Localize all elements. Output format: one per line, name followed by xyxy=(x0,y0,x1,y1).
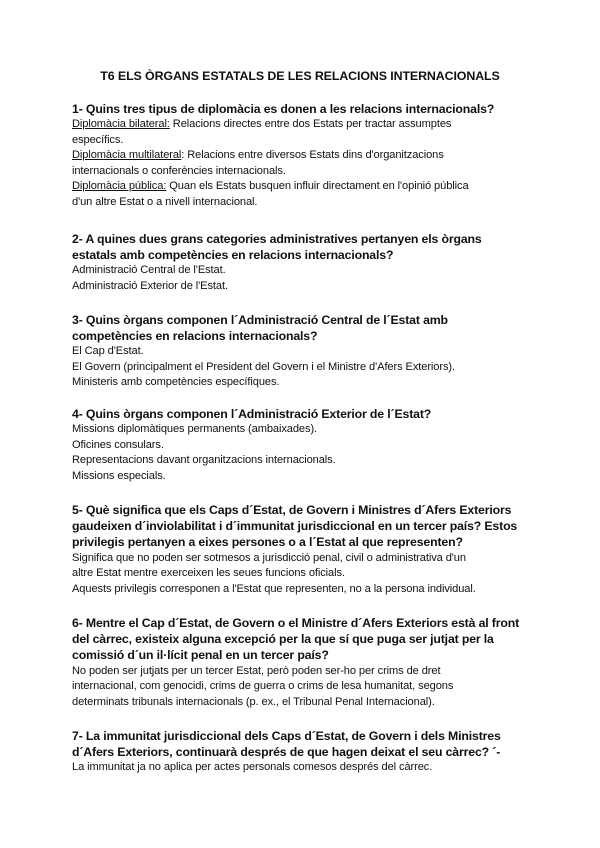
question-6-line-2: del càrrec, existeix alguna excepció per la que sí que puga ser jutjat per la xyxy=(72,632,494,647)
question-5-line-3: privilegis pertanyen a eixes persones o a l´Estat al que representen? xyxy=(72,535,463,550)
answer-line: internacional, com genocidi, crims de guerra o crims de lesa humanitat, segons xyxy=(72,680,454,693)
question-5-line-1: 5- Què significa que els Caps d´Estat, de Govern i Ministres d´Afers Exteriors xyxy=(72,503,512,517)
question-1: 1- Quins tres tipus de diplomàcia es donen a les relacions internacionals? xyxy=(72,102,495,116)
question-2-line-1: 2- A quines dues grans categories administratives pertanyen els òrgans xyxy=(72,232,482,246)
question-block-5 xyxy=(72,502,534,597)
question-block-7 xyxy=(72,728,534,776)
term-multilateral: Diplomàcia multilateral xyxy=(72,149,182,162)
answer-line xyxy=(72,117,534,133)
term-publica: Diplomàcia pública: xyxy=(72,180,167,193)
answer-line: Administració Exterior de l'Estat. xyxy=(72,279,228,292)
answer-line: internacionals o conferències internacionals. xyxy=(72,164,286,177)
answer-line xyxy=(72,179,534,195)
question-block-2 xyxy=(72,231,534,294)
question-5-line-2: gaudeixen d´inviolabilitat i d´immunitat jurisdiccional en un tercer país? Estos xyxy=(72,519,518,534)
question-3-line-1: 3- Quins òrgans componen l´Administració Central de l´Estat amb xyxy=(72,313,448,327)
answer-line: No poden ser jutjats per un tercer Estat, però poden ser-ho per crims de dret xyxy=(72,664,441,677)
answer-line: específics. xyxy=(72,133,124,146)
page-title: T6 ELS ÒRGANS ESTATALS DE LES RELACIONS INTERNACIONALS xyxy=(100,69,500,83)
question-block-6 xyxy=(72,615,534,710)
answer-line: Significa que no poden ser sotmesos a jurisdicció penal, civil o administrativa d'un xyxy=(72,551,466,564)
answer-line: Oficines consulars. xyxy=(72,438,164,451)
answer-line: Ministeris amb competències específiques. xyxy=(72,376,280,389)
question-block-4 xyxy=(72,406,534,484)
answer-line: d'un altre Estat o a nivell internacional. xyxy=(72,195,258,208)
answer-line: Aquests privilegis corresponen a l'Estat que representen, no a la persona individual. xyxy=(72,582,476,595)
answer-line: Administració Central de l'Estat. xyxy=(72,264,226,277)
answer-line xyxy=(72,148,534,164)
answer-line: El Govern (principalment el President del Govern i el Ministre d'Afers Exteriors). xyxy=(72,360,455,373)
question-7-line-1: 7- La immunitat jurisdiccional dels Caps d´Estat, de Govern i dels Ministres xyxy=(72,729,501,743)
answer-line: Representacions davant organitzacions internacionals. xyxy=(72,454,336,467)
answer-line: El Cap d'Estat. xyxy=(72,345,144,358)
answer-line: Missions especials. xyxy=(72,469,166,482)
answer-line: determinats tribunals internacionals (p. ex., el Tribunal Penal Internacional). xyxy=(72,695,435,708)
answer-line: Missions diplomàtiques permanents (ambaixades). xyxy=(72,423,318,436)
question-4: 4- Quins òrgans componen l´Administració Exterior de l´Estat? xyxy=(72,407,432,421)
question-block-1 xyxy=(72,101,534,210)
term-bilateral: Diplomàcia bilateral: xyxy=(72,118,170,131)
question-3-line-2: competències en relacions internacionals? xyxy=(72,329,318,344)
answer-line: altre Estat mentre exerceixen les seues funcions oficials. xyxy=(72,567,345,580)
answer-text: Relacions directes entre dos Estats per tractar assumptes xyxy=(169,118,452,131)
question-7-line-2: d´Afers Exteriors, continuarà després de que hagen deixat el seu càrrec? ´- xyxy=(72,745,501,760)
question-6-line-1: 6- Mentre el Cap d´Estat, de Govern o el Ministre d´Afers Exteriors està al front xyxy=(72,616,520,630)
question-2-line-2: estatals amb competències en relacions internacionals? xyxy=(72,248,394,263)
answer-text: : Relacions entre diversos Estats dins d'organitzacions xyxy=(181,149,444,162)
answer-line: La immunitat ja no aplica per actes personals comesos després del càrrec. xyxy=(72,761,433,774)
answer-text: Quan els Estats busquen influir directament en l'opinió pública xyxy=(166,180,469,193)
question-block-3 xyxy=(72,312,534,391)
question-6-line-3: comissió d´un il·lícit penal en un tercer país? xyxy=(72,648,329,663)
